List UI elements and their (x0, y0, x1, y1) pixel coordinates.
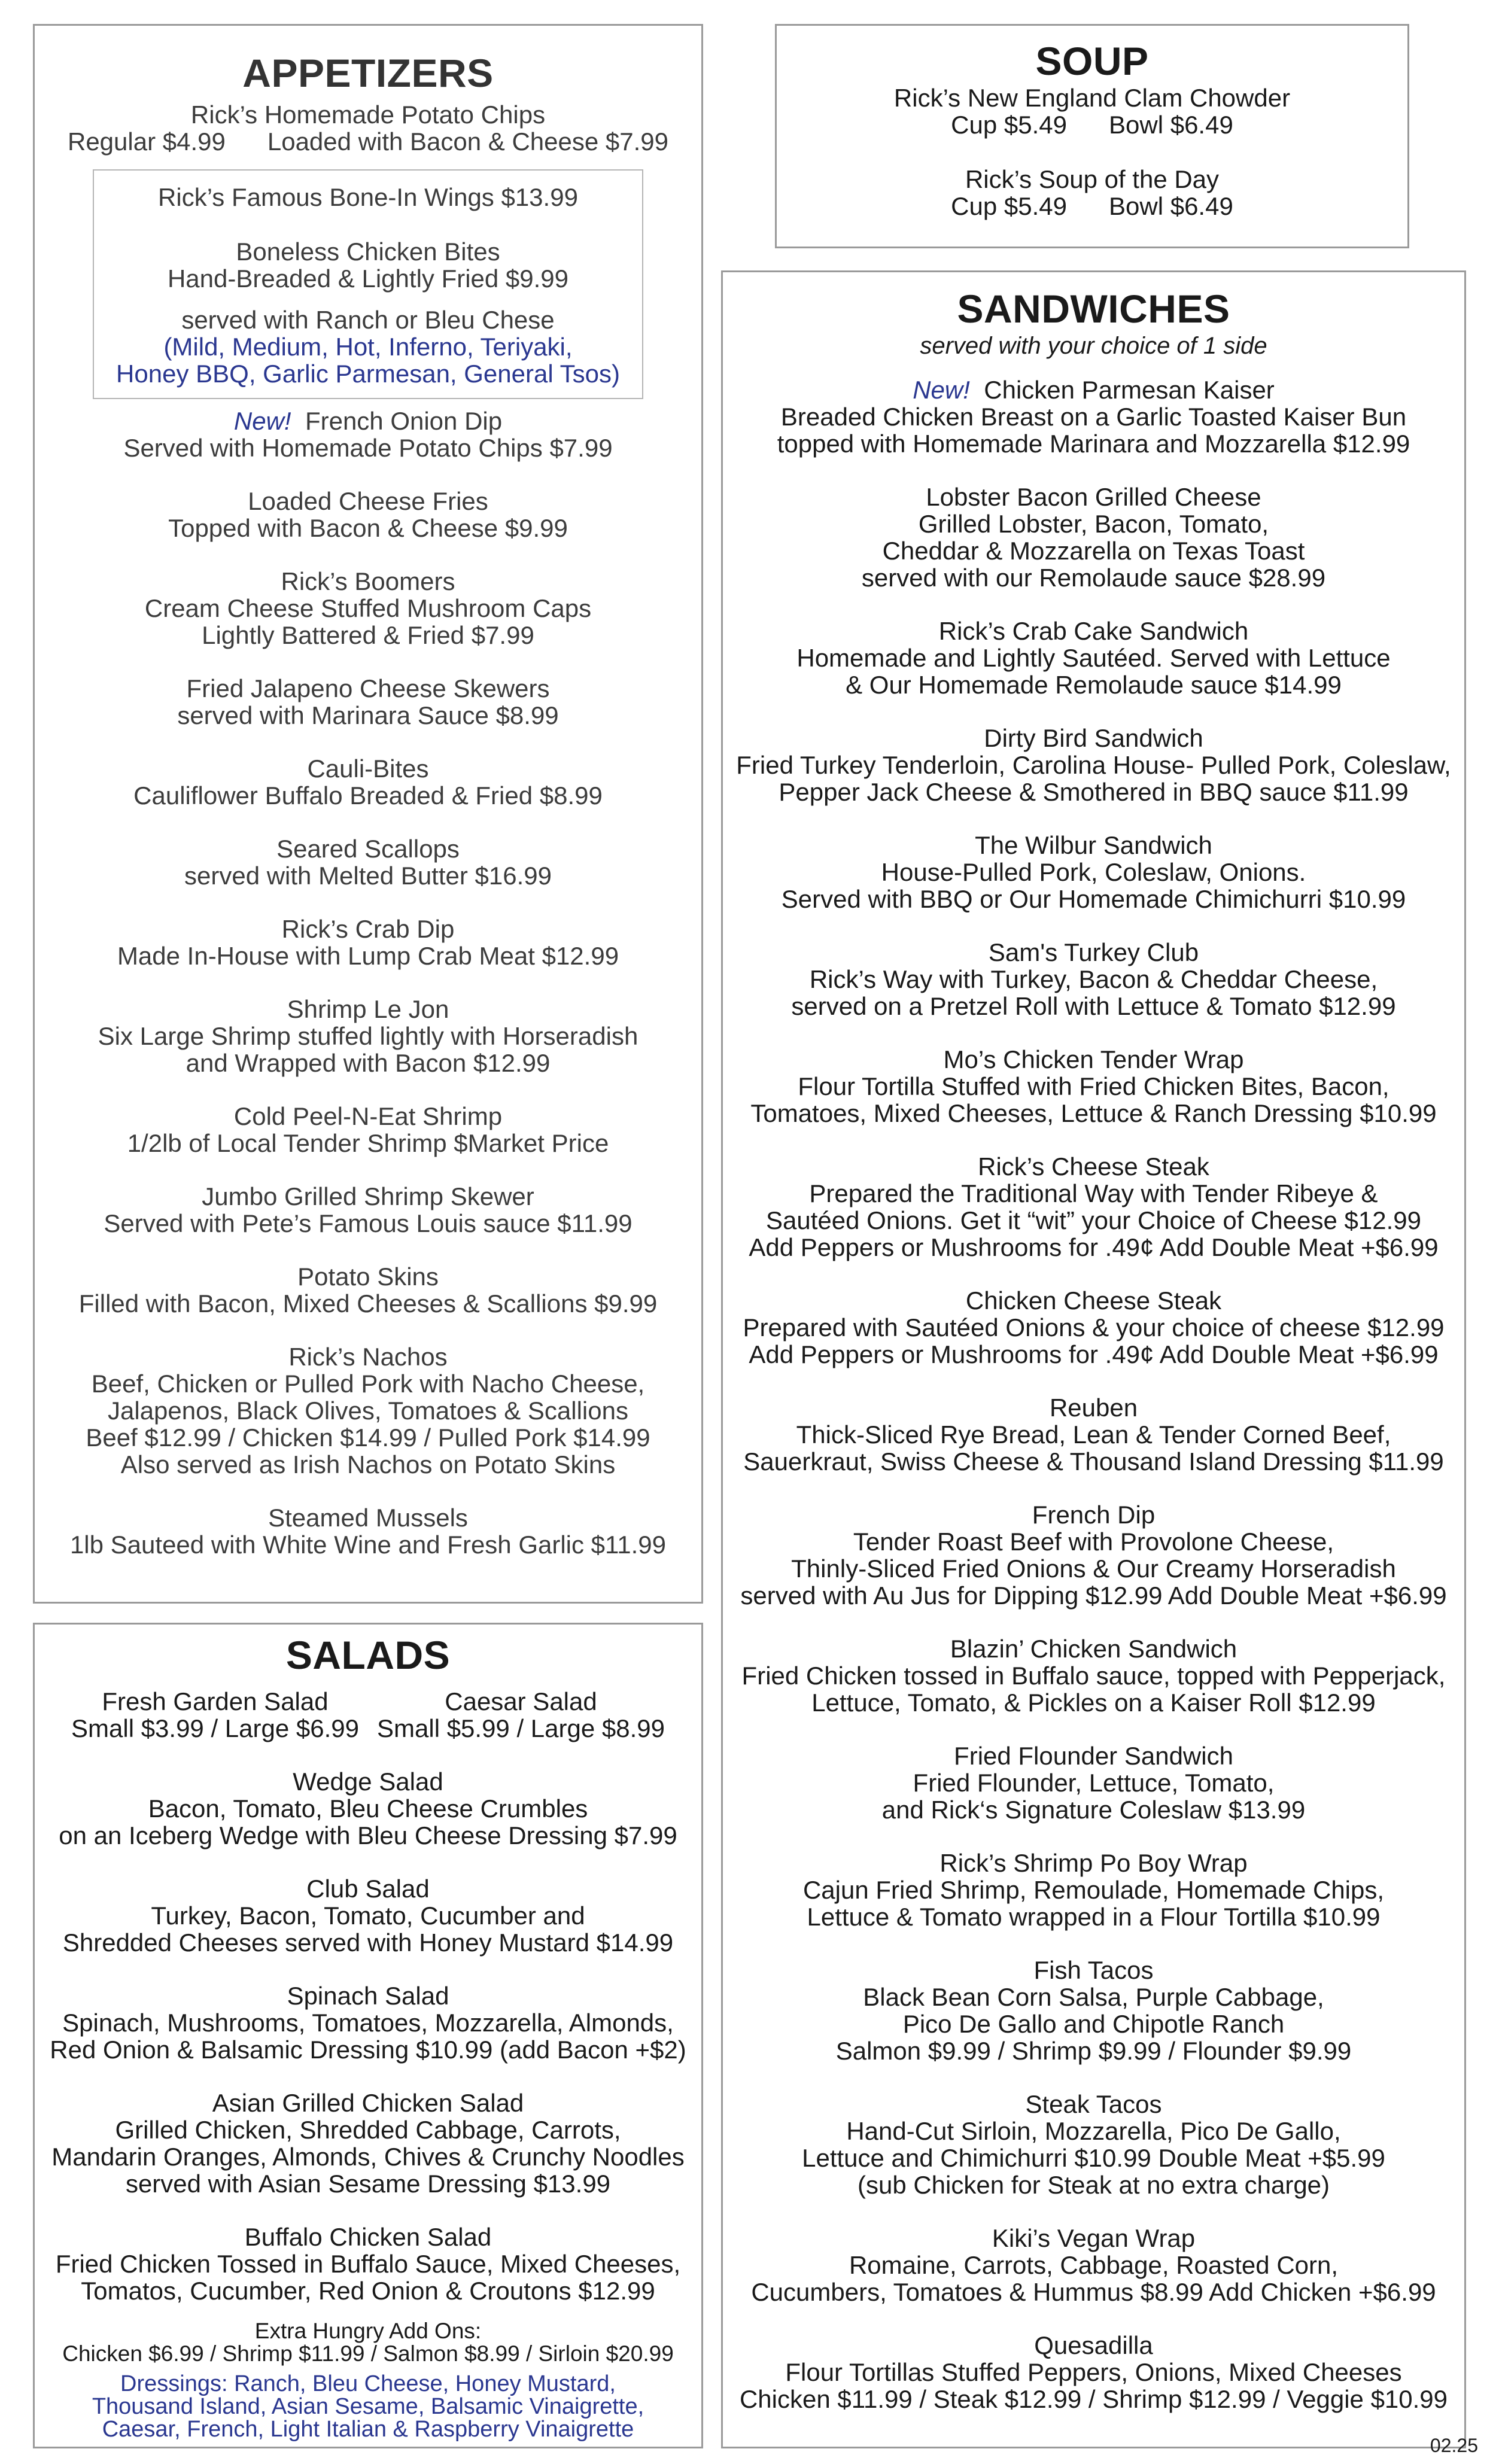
dressings-line-1: Dressings: Ranch, Bleu Cheese, Honey Mustard, (120, 2371, 616, 2396)
sandwich-item-name: Rick’s Shrimp Po Boy Wrap (939, 1849, 1248, 1877)
chowder-prices (777, 111, 1407, 138)
chips-prices (35, 128, 701, 155)
soup-of-day-name: Rick’s Soup of the Day (965, 165, 1220, 193)
sandwich-item-desc: House-Pulled Pork, Coleslaw, Onions. (881, 858, 1306, 886)
dressings-line-3: Caesar, French, Light Italian & Raspberry Vinaigrette (102, 2417, 634, 2442)
sandwich-item-desc: Cucumbers, Tomatoes & Hummus $8.99 Add Chicken +$6.99 (751, 2278, 1436, 2306)
sandwiches-title: SANDWICHES (957, 287, 1230, 331)
sandwich-item-desc: Add Peppers or Mushrooms for .49¢ Add Double Meat +$6.99 (749, 1340, 1439, 1368)
soup-of-day-cup: Cup $5.49 (951, 192, 1067, 220)
appetizers-title: APPETIZERS (242, 51, 494, 95)
sandwich-item-desc: Homemade and Lightly Sautéed. Served with Lettuce (796, 644, 1391, 672)
salad-item-desc: Tomatos, Cucumber, Red Onion & Croutons $12.99 (81, 2277, 655, 2305)
sandwich-item-desc: Rick’s Way with Turkey, Bacon & Cheddar Cheese, (809, 965, 1378, 993)
salad-item (35, 1768, 701, 1849)
sandwich-item (723, 1501, 1464, 1609)
appetizer-item-desc: served with Melted Butter $16.99 (184, 862, 552, 890)
sandwich-item (723, 1635, 1464, 1716)
sandwich-item-desc: Lettuce, Tomato, & Pickles on a Kaiser Roll $12.99 (811, 1689, 1376, 1717)
sandwich-item (723, 832, 1464, 912)
sandwich-item-desc: Fried Turkey Tenderloin, Carolina House- Pulled Pork, Coleslaw, (736, 751, 1451, 779)
appetizer-item-desc: Jalapenos, Black Olives, Tomatoes & Scallions (108, 1397, 628, 1425)
salad-item (35, 2089, 701, 2197)
appetizer-item-desc: 1/2lb of Local Tender Shrimp $Market Price (127, 1129, 609, 1157)
appetizer-item-desc: Beef, Chicken or Pulled Pork with Nacho Cheese, (91, 1370, 645, 1398)
chips-loaded-price: Loaded with Bacon & Cheese $7.99 (267, 127, 669, 156)
soup-of-day-item (777, 166, 1407, 220)
sandwich-item (723, 2091, 1464, 2198)
appetizer-item-desc: 1lb Sauteed with White Wine and Fresh Garlic $11.99 (69, 1531, 667, 1559)
appetizer-item-desc: Filled with Bacon, Mixed Cheeses & Scallions $9.99 (78, 1289, 658, 1318)
sandwich-item-desc: Served with BBQ or Our Homemade Chimichurri $10.99 (781, 885, 1406, 913)
salad-item-desc: Grilled Chicken, Shredded Cabbage, Carrots, (115, 2116, 621, 2144)
salad-item (35, 2223, 701, 2304)
sandwich-item (723, 1394, 1464, 1475)
sandwich-item-name: Steak Tacos (1025, 2090, 1162, 2118)
appetizer-item-name: Rick’s Nachos (288, 1343, 448, 1371)
sandwich-item (723, 1287, 1464, 1368)
wings-item (94, 184, 642, 211)
chips-name: Rick’s Homemade Potato Chips (190, 101, 546, 129)
appetizer-item-name: Potato Skins (297, 1263, 439, 1291)
sandwich-item-desc: and Rick‘s Signature Coleslaw $13.99 (881, 1796, 1306, 1824)
salad-item-desc: on an Iceberg Wedge with Bleu Cheese Dressing $7.99 (59, 1821, 677, 1849)
sandwiches-section (721, 270, 1466, 2448)
appetizer-item-name: Loaded Cheese Fries (248, 487, 488, 515)
addons-title: Extra Hungry Add Ons: (254, 2319, 482, 2343)
appetizer-item (35, 1103, 701, 1157)
sandwich-item-desc: Pico De Gallo and Chipotle Ranch (902, 2010, 1285, 2038)
sandwich-item (723, 483, 1464, 591)
salads-title: SALADS (285, 1633, 451, 1677)
appetizer-item-name: Jumbo Grilled Shrimp Skewer (202, 1182, 534, 1210)
sandwich-item-name: Rick’s Crab Cake Sandwich (938, 617, 1249, 645)
appetizer-item (35, 1343, 701, 1478)
sandwich-item (723, 2332, 1464, 2413)
salad-item-desc: Spinach, Mushrooms, Tomatoes, Mozzarella, Almonds, (62, 2009, 674, 2037)
new-badge-sandwich: New! (913, 376, 970, 404)
wings-box (93, 169, 643, 399)
french-onion-desc: Served with Homemade Potato Chips $7.99 (123, 434, 613, 462)
appetizer-item-desc: Made In-House with Lump Crab Meat $12.99 (117, 942, 619, 970)
addons (35, 2320, 701, 2365)
sandwich-item-desc: Lettuce and Chimichurri $10.99 Double Meat +$5.99 (802, 2144, 1385, 2172)
salad-item-name: Spinach Salad (287, 1982, 449, 2010)
appetizer-item-name: Steamed Mussels (268, 1504, 468, 1532)
appetizer-item-desc: Cauliflower Buffalo Breaded & Fried $8.99 (133, 781, 603, 810)
sandwich-item-name: Mo’s Chicken Tender Wrap (943, 1045, 1244, 1073)
sandwich-item (723, 1046, 1464, 1127)
salad-item-desc: Bacon, Tomato, Bleu Cheese Crumbles (148, 1794, 588, 1823)
kaiser-desc-2: topped with Homemade Marinara and Mozzarella $12.99 (777, 430, 1410, 458)
sandwich-item-name: Fish Tacos (1033, 1956, 1154, 1984)
sandwich-item-desc: Black Bean Corn Salsa, Purple Cabbage, (863, 1983, 1324, 2011)
sauces-line-2: Honey BBQ, Garlic Parmesan, General Tsos) (116, 360, 620, 388)
soup-of-day-prices (777, 193, 1407, 220)
appetizer-item-desc: Served with Pete’s Famous Louis sauce $11.99 (104, 1209, 633, 1237)
appetizer-item-name: Rick’s Crab Dip (281, 915, 455, 943)
soup-section (775, 24, 1409, 248)
appetizer-item-desc: Cream Cheese Stuffed Mushroom Caps (144, 594, 592, 622)
appetizer-item (35, 568, 701, 649)
appetizer-list (35, 488, 701, 1558)
garden-salad (71, 1688, 359, 1742)
appetizer-item (35, 675, 701, 729)
appetizer-item-desc: served with Marinara Sauce $8.99 (177, 701, 559, 729)
addons-prices: Chicken $6.99 / Shrimp $11.99 / Salmon $8.99 / Sirloin $20.99 (62, 2341, 674, 2366)
garden-caesar-row (35, 1688, 701, 1742)
chips-item (35, 101, 701, 155)
caesar-salad (377, 1688, 665, 1742)
sandwich-list (723, 483, 1464, 2413)
appetizer-item (35, 915, 701, 969)
sandwich-item (723, 1849, 1464, 1930)
appetizer-item (35, 1183, 701, 1237)
caesar-salad-price: Small $5.99 / Large $8.99 (377, 1714, 665, 1742)
sandwich-item-name: The Wilbur Sandwich (975, 831, 1212, 859)
wings-served: served with Ranch or Bleu Chese (181, 306, 555, 334)
bites-name: Boneless Chicken Bites (236, 238, 500, 266)
salad-item-name: Club Salad (306, 1875, 430, 1903)
sandwich-item-desc: Hand-Cut Sirloin, Mozzarella, Pico De Gallo, (846, 2117, 1341, 2145)
sandwich-item-desc: Tender Roast Beef with Provolone Cheese, (853, 1528, 1334, 1556)
sandwich-item-desc: Lettuce & Tomato wrapped in a Flour Tortilla $10.99 (807, 1903, 1381, 1931)
sandwich-item (723, 1957, 1464, 2064)
chowder-cup: Cup $5.49 (951, 111, 1067, 139)
salad-item-desc: Mandarin Oranges, Almonds, Chives & Crunchy Noodles (51, 2143, 685, 2171)
sandwich-item-desc: Cheddar & Mozzarella on Texas Toast (882, 537, 1305, 565)
sandwich-item-desc: served with Au Jus for Dipping $12.99 Add Double Meat +$6.99 (740, 1581, 1447, 1610)
sandwich-item-name: Fried Flounder Sandwich (954, 1742, 1233, 1770)
salad-item (35, 1982, 701, 2063)
salad-item-desc: served with Asian Sesame Dressing $13.99 (125, 2170, 611, 2198)
chowder-item (777, 84, 1407, 138)
salads-section (33, 1623, 703, 2448)
appetizer-item (35, 996, 701, 1076)
sandwich-item-name: Blazin’ Chicken Sandwich (950, 1635, 1237, 1663)
appetizer-item (35, 835, 701, 889)
salad-item-desc: Turkey, Bacon, Tomato, Cucumber and (151, 1902, 585, 1930)
caesar-salad-name: Caesar Salad (445, 1687, 597, 1715)
chips-regular-price: Regular $4.99 (67, 127, 226, 156)
sandwich-item (723, 1742, 1464, 1823)
bites-desc: Hand-Breaded & Lightly Fried $9.99 (167, 264, 569, 293)
sandwich-item-desc: Tomatoes, Mixed Cheeses, Lettuce & Ranch Dressing $10.99 (750, 1099, 1437, 1127)
salad-item-name: Buffalo Chicken Salad (244, 2223, 492, 2251)
soup-title: SOUP (1035, 39, 1149, 83)
garden-salad-name: Fresh Garden Salad (102, 1687, 329, 1715)
sandwich-item-desc: Add Peppers or Mushrooms for .49¢ Add Double Meat +$6.99 (749, 1233, 1439, 1261)
sandwich-item-name: Lobster Bacon Grilled Cheese (926, 483, 1261, 511)
sandwich-item-desc: Romaine, Carrots, Cabbage, Roasted Corn, (849, 2251, 1339, 2279)
salad-item-desc: Shredded Cheeses served with Honey Mustard $14.99 (62, 1928, 674, 1957)
appetizer-item-name: Shrimp Le Jon (287, 995, 449, 1023)
appetizer-item-desc: and Wrapped with Bacon $12.99 (186, 1049, 551, 1077)
appetizer-item-name: Seared Scallops (276, 835, 460, 863)
chowder-name: Rick’s New England Clam Chowder (893, 84, 1291, 112)
sandwich-item-desc: Thinly-Sliced Fried Onions & Our Creamy Horseradish (791, 1555, 1396, 1583)
appetizer-item (35, 755, 701, 809)
sandwich-item-desc: Cajun Fried Shrimp, Remoulade, Homemade Chips, (802, 1876, 1385, 1904)
kaiser-name: Chicken Parmesan Kaiser (984, 376, 1275, 404)
sandwich-item-desc: served on a Pretzel Roll with Lettuce & Tomato $12.99 (791, 992, 1396, 1020)
salad-item (35, 1875, 701, 1956)
sandwich-item-desc: Pepper Jack Cheese & Smothered in BBQ sauce $11.99 (779, 778, 1409, 806)
french-onion-item (35, 407, 701, 461)
sandwich-item-desc: Thick-Sliced Rye Bread, Lean & Tender Corned Beef, (796, 1420, 1391, 1449)
sandwich-item-desc: served with our Remolaude sauce $28.99 (861, 564, 1326, 592)
appetizer-item (35, 488, 701, 542)
sandwich-item (723, 939, 1464, 1020)
sandwich-item-desc: Fried Chicken tossed in Buffalo sauce, topped with Pepperjack, (741, 1662, 1446, 1690)
dressings-line-2: Thousand Island, Asian Sesame, Balsamic Vinaigrette, (92, 2394, 644, 2419)
sandwich-item-name: Quesadilla (1034, 2331, 1153, 2359)
new-badge: New! (233, 407, 291, 435)
french-onion-name-line (35, 407, 701, 434)
salad-item-name: Asian Grilled Chicken Salad (212, 2089, 524, 2117)
menu-date: 02.25 (1430, 2435, 1478, 2456)
chowder-bowl: Bowl $6.49 (1109, 111, 1233, 139)
sandwich-item-desc: Salmon $9.99 / Shrimp $9.99 / Flounder $9.99 (835, 2037, 1352, 2065)
salad-list (35, 1768, 701, 2304)
appetizer-item-desc: Six Large Shrimp stuffed lightly with Horseradish (98, 1022, 638, 1050)
sandwiches-subtitle: served with your choice of 1 side (920, 333, 1267, 359)
sauces-item (94, 306, 642, 387)
wings-line: Rick’s Famous Bone-In Wings $13.99 (158, 183, 578, 211)
appetizer-item-name: Rick’s Boomers (281, 567, 455, 595)
sauces-line-1: (Mild, Medium, Hot, Inferno, Teriyaki, (163, 333, 573, 361)
sandwich-item-desc: Flour Tortilla Stuffed with Fried Chicken Bites, Bacon, (798, 1072, 1389, 1100)
sandwich-item-desc: Grilled Lobster, Bacon, Tomato, (918, 510, 1269, 538)
sandwich-item-desc: Sautéed Onions. Get it “wit” your Choice of Cheese $12.99 (766, 1206, 1421, 1234)
appetizer-item-desc: Lightly Battered & Fried $7.99 (202, 621, 534, 649)
salad-item-name: Wedge Salad (293, 1768, 443, 1796)
sandwich-item-desc: Sauerkraut, Swiss Cheese & Thousand Island Dressing $11.99 (743, 1447, 1444, 1476)
appetizer-item-desc: Topped with Bacon & Cheese $9.99 (168, 514, 568, 542)
sandwich-item (723, 617, 1464, 698)
appetizer-item-name: Cauli-Bites (307, 755, 429, 783)
sandwich-item-name: Kiki’s Vegan Wrap (992, 2224, 1196, 2252)
sandwich-item-desc: Prepared the Traditional Way with Tender Ribeye & (809, 1179, 1378, 1207)
appetizer-item-name: Cold Peel-N-Eat Shrimp (233, 1102, 503, 1130)
french-onion-name: French Onion Dip (305, 407, 503, 435)
bites-item (94, 238, 642, 292)
appetizer-item-desc: Beef $12.99 / Chicken $14.99 / Pulled Pork $14.99 (86, 1423, 650, 1452)
sandwich-item-name: Sam's Turkey Club (988, 938, 1199, 966)
sandwich-item-desc: Prepared with Sautéed Onions & your choice of cheese $12.99 (743, 1313, 1445, 1341)
sandwich-item-desc: Flour Tortillas Stuffed Peppers, Onions, Mixed Cheeses (785, 2358, 1402, 2386)
kaiser-name-line (723, 376, 1464, 403)
sandwich-item-name: French Dip (1032, 1501, 1156, 1529)
appetizer-item (35, 1263, 701, 1317)
sandwich-item (723, 1153, 1464, 1261)
dressings (35, 2372, 701, 2441)
appetizer-item (35, 1504, 701, 1558)
sandwich-item-name: Chicken Cheese Steak (965, 1286, 1222, 1315)
soup-of-day-bowl: Bowl $6.49 (1109, 192, 1233, 220)
sandwich-item-name: Dirty Bird Sandwich (984, 724, 1203, 752)
sandwich-item-desc: & Our Homemade Remolaude sauce $14.99 (846, 671, 1342, 699)
appetizers-section (33, 24, 703, 1604)
salad-item-desc: Red Onion & Balsamic Dressing $10.99 (add Bacon +$2) (50, 2036, 686, 2064)
sandwich-item (723, 725, 1464, 805)
sandwich-item-desc: (sub Chicken for Steak at no extra charge) (857, 2171, 1330, 2199)
sandwich-item-name: Reuben (1049, 1394, 1138, 1422)
sandwich-item (723, 2225, 1464, 2305)
kaiser-item (723, 376, 1464, 457)
appetizer-item-desc: Also served as Irish Nachos on Potato Skins (120, 1450, 616, 1479)
sandwich-item-desc: Fried Flounder, Lettuce, Tomato, (913, 1769, 1275, 1797)
salad-item-desc: Fried Chicken Tossed in Buffalo Sauce, Mixed Cheeses, (55, 2250, 681, 2278)
garden-salad-price: Small $3.99 / Large $6.99 (71, 1714, 359, 1742)
sandwich-item-desc: Chicken $11.99 / Steak $12.99 / Shrimp $12.99 / Veggie $10.99 (739, 2385, 1448, 2413)
sandwich-item-name: Rick’s Cheese Steak (978, 1152, 1209, 1181)
kaiser-desc-1: Breaded Chicken Breast on a Garlic Toasted Kaiser Bun (780, 403, 1407, 431)
appetizer-item-name: Fried Jalapeno Cheese Skewers (186, 674, 550, 702)
